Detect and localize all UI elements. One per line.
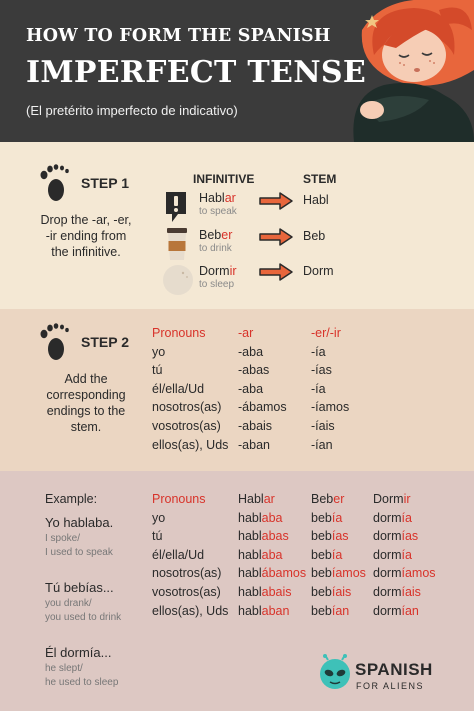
form-ending: ía bbox=[331, 510, 343, 525]
form-ending: ía bbox=[331, 547, 343, 562]
form-stem: beb bbox=[311, 603, 332, 618]
ending-cell: -ía bbox=[311, 381, 326, 396]
pronoun-cell: vosotros(as) bbox=[152, 419, 221, 433]
pronoun-cell: tú bbox=[152, 529, 163, 544]
conjugated-form bbox=[311, 604, 349, 618]
alien-logo-icon bbox=[318, 654, 352, 694]
conjugated-form bbox=[311, 511, 342, 525]
verb-dormir bbox=[199, 264, 237, 278]
form-stem: dorm bbox=[373, 585, 402, 599]
conjugated-form bbox=[238, 529, 289, 543]
form-stem: dorm bbox=[373, 566, 402, 581]
form-stem: habl bbox=[238, 566, 262, 581]
form-stem: habl bbox=[238, 529, 262, 544]
conjugated-form bbox=[238, 548, 283, 562]
arrow-right-icon bbox=[258, 226, 294, 248]
title-line-1: HOW TO FORM THE SPANISH bbox=[26, 26, 331, 46]
ending-cell: -ían bbox=[311, 437, 333, 452]
subtitle: (El pretérito imperfecto de indicativo) bbox=[26, 103, 238, 118]
verb-meaning: to sleep bbox=[199, 279, 235, 290]
pronoun-cell: él/ella/Ud bbox=[152, 547, 205, 562]
pronoun-cell: vosotros(as) bbox=[152, 585, 221, 599]
form-ending: ías bbox=[401, 529, 419, 544]
ending-cell: -aban bbox=[238, 437, 270, 452]
ending-cell: -íais bbox=[311, 419, 335, 433]
header-stem: Beb bbox=[311, 492, 334, 506]
pronoun-cell: nosotros(as) bbox=[152, 566, 222, 581]
verb-ending: ar bbox=[224, 191, 236, 205]
pronoun-cell: ellos(as), Uds bbox=[152, 603, 229, 618]
conjugated-form bbox=[238, 585, 292, 599]
exclamation-speech-icon bbox=[164, 190, 188, 224]
step1-description bbox=[30, 212, 142, 260]
form-ending: ían bbox=[401, 603, 419, 618]
header-banner bbox=[0, 0, 474, 142]
stem-result: Habl bbox=[303, 193, 329, 207]
form-ending: aban bbox=[261, 603, 290, 618]
endings-header: -er/-ir bbox=[311, 326, 341, 340]
example-sentence: Yo hablaba. bbox=[45, 515, 114, 530]
pronoun-cell: ellos(as), Uds bbox=[152, 437, 229, 452]
translation-line: he slept/ bbox=[45, 663, 83, 674]
form-stem: beb bbox=[311, 529, 332, 544]
form-ending: ías bbox=[331, 529, 349, 544]
form-ending: abais bbox=[261, 585, 292, 599]
form-ending: íamos bbox=[401, 566, 436, 581]
step2-desc-line: corresponding bbox=[46, 388, 126, 402]
conjugated-form bbox=[238, 566, 306, 580]
verb-stem: Beb bbox=[199, 228, 222, 242]
conjugated-form bbox=[311, 585, 351, 599]
translation-line: I spoke/ bbox=[45, 533, 81, 544]
step1-title: STEP 1 bbox=[81, 175, 129, 191]
pronoun-cell: él/ella/Ud bbox=[152, 381, 205, 396]
form-stem: beb bbox=[311, 585, 332, 599]
sleeping-girl-illustration bbox=[344, 0, 474, 142]
step1-desc-line: Drop the -ar, -er, bbox=[40, 213, 132, 227]
step2-description bbox=[30, 371, 142, 435]
conjugation-header bbox=[373, 492, 411, 506]
form-ending: íamos bbox=[331, 566, 366, 581]
ending-cell: -ía bbox=[311, 344, 326, 359]
translation-line: he used to sleep bbox=[45, 677, 119, 688]
pronoun-cell: tú bbox=[152, 363, 163, 378]
conjugation-header bbox=[152, 492, 206, 506]
conjugation-header bbox=[238, 492, 275, 506]
conjugated-form bbox=[311, 529, 349, 543]
conjugated-form bbox=[311, 566, 366, 580]
conjugated-form bbox=[373, 511, 412, 525]
ending-cell: -abais bbox=[238, 419, 273, 433]
stem-result: Dorm bbox=[303, 264, 334, 278]
brand-name: SPANISH bbox=[355, 660, 433, 679]
translation-line: you used to drink bbox=[45, 612, 122, 623]
header-stem: Dorm bbox=[373, 492, 404, 506]
form-stem: beb bbox=[311, 566, 332, 581]
moon-icon bbox=[162, 264, 194, 296]
arrow-right-icon bbox=[258, 190, 294, 212]
infinitive-header: INFINITIVE bbox=[193, 172, 255, 186]
form-ending: ía bbox=[401, 510, 412, 525]
ending-cell: -aba bbox=[238, 381, 264, 396]
conjugated-form bbox=[238, 511, 283, 525]
form-ending: ían bbox=[331, 603, 350, 618]
form-stem: dorm bbox=[373, 529, 402, 544]
ending-cell: -ábamos bbox=[238, 400, 287, 415]
conjugated-form bbox=[238, 604, 289, 618]
form-ending: aba bbox=[261, 547, 283, 562]
title-line-2: IMPERFECT TENSE bbox=[26, 55, 367, 90]
verb-ending: er bbox=[221, 228, 233, 242]
example-translation bbox=[45, 662, 118, 690]
conjugation-header bbox=[311, 492, 344, 506]
header-ending: ar bbox=[263, 492, 275, 506]
form-stem: beb bbox=[311, 510, 332, 525]
form-ending: ía bbox=[401, 547, 412, 562]
translation-line: you drank/ bbox=[45, 598, 92, 609]
verb-beber bbox=[199, 228, 232, 242]
form-ending: íais bbox=[331, 585, 352, 599]
coffee-cup-icon bbox=[164, 227, 190, 261]
ending-cell: -aba bbox=[238, 344, 264, 359]
translation-line: I used to speak bbox=[45, 547, 113, 558]
ending-cell: -abas bbox=[238, 363, 270, 378]
conjugated-form bbox=[373, 585, 421, 599]
form-stem: dorm bbox=[373, 547, 402, 562]
form-ending: íais bbox=[401, 585, 421, 599]
step2-desc-line: Add the bbox=[64, 372, 108, 386]
step1-desc-line: the infinitive. bbox=[51, 245, 121, 259]
conjugated-form bbox=[373, 529, 418, 543]
form-ending: abas bbox=[261, 529, 289, 544]
brand-tagline: FOR ALIENS bbox=[356, 681, 425, 691]
form-stem: habl bbox=[238, 510, 262, 525]
ending-cell: -íamos bbox=[311, 400, 350, 415]
step2-desc-line: endings to the bbox=[46, 404, 126, 418]
step2-desc-line: stem. bbox=[70, 420, 102, 434]
footprint-icon bbox=[40, 164, 70, 202]
arrow-right-icon bbox=[258, 261, 294, 283]
verb-hablar bbox=[199, 191, 236, 205]
header-ending: ir bbox=[403, 492, 411, 506]
example-sentence: Él dormía... bbox=[45, 645, 112, 660]
verb-stem: Habl bbox=[199, 191, 225, 205]
example-sentence: Tú bebías... bbox=[45, 580, 114, 595]
example-translation bbox=[45, 597, 121, 625]
pronoun-cell: yo bbox=[152, 510, 166, 525]
form-stem: habl bbox=[238, 585, 262, 599]
pronoun-cell: nosotros(as) bbox=[152, 400, 222, 415]
conjugated-form bbox=[373, 566, 436, 580]
conjugated-form bbox=[373, 548, 412, 562]
header-stem: Habl bbox=[238, 492, 264, 506]
example-label: Example: bbox=[45, 492, 98, 506]
ending-cell: -ías bbox=[311, 363, 332, 378]
header-ending: er bbox=[333, 492, 345, 506]
header-ending: Pronouns bbox=[152, 492, 206, 506]
form-stem: dorm bbox=[373, 603, 402, 618]
endings-header: Pronouns bbox=[152, 326, 206, 340]
stem-result: Beb bbox=[303, 229, 326, 243]
form-stem: habl bbox=[238, 547, 262, 562]
verb-stem: Dorm bbox=[199, 264, 230, 278]
form-stem: dorm bbox=[373, 510, 402, 525]
verb-meaning: to drink bbox=[199, 243, 232, 254]
form-ending: aba bbox=[261, 510, 283, 525]
example-translation bbox=[45, 532, 113, 560]
verb-meaning: to speak bbox=[199, 206, 237, 217]
form-stem: habl bbox=[238, 603, 262, 618]
conjugated-form bbox=[373, 604, 419, 618]
step1-desc-line: -ir ending from bbox=[45, 229, 127, 243]
verb-ending: ir bbox=[229, 264, 237, 278]
footprint-icon bbox=[40, 323, 70, 361]
form-stem: beb bbox=[311, 547, 332, 562]
stem-header: STEM bbox=[303, 172, 337, 186]
pronoun-cell: yo bbox=[152, 344, 166, 359]
endings-header: -ar bbox=[238, 326, 254, 340]
step2-title: STEP 2 bbox=[81, 334, 129, 350]
form-ending: ábamos bbox=[261, 566, 307, 581]
conjugated-form bbox=[311, 548, 342, 562]
